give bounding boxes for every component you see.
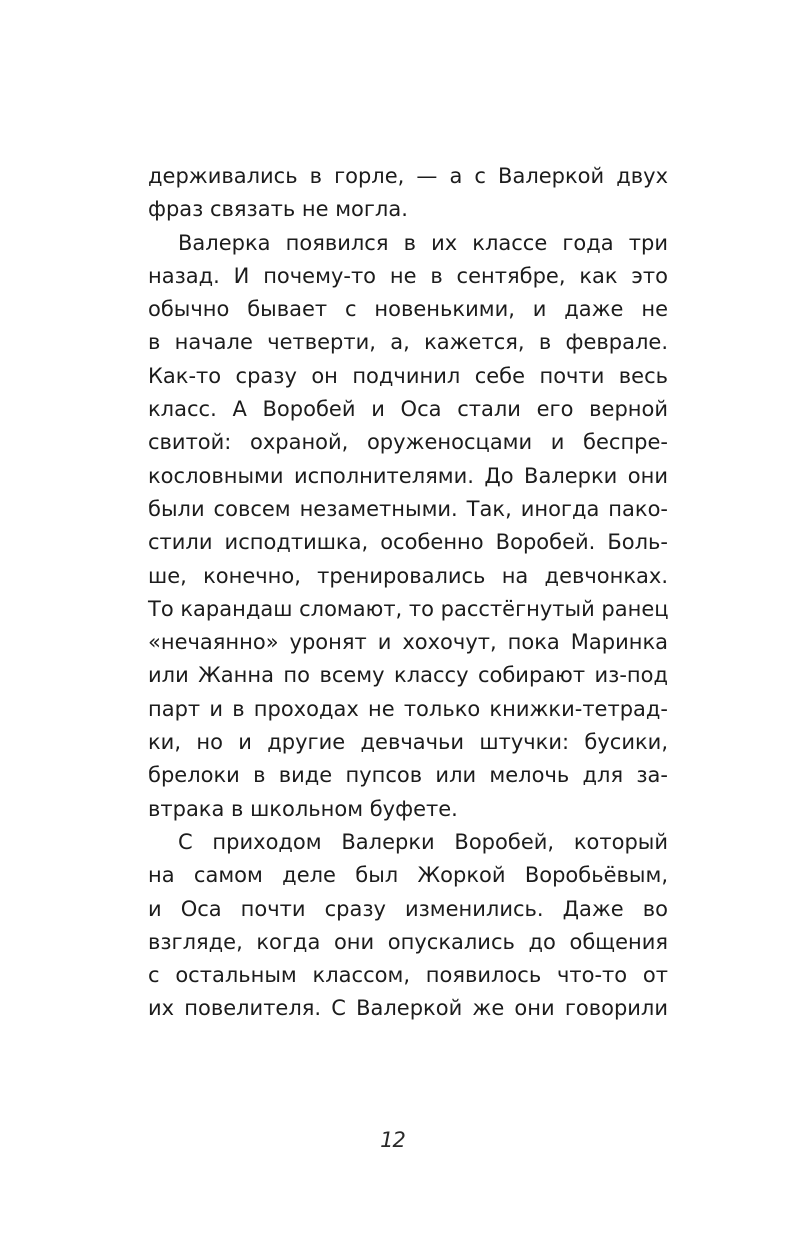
- text-line: обычно бывает с новенькими, и даже не: [148, 297, 668, 322]
- text-line: с остальным классом, появилось что-то от: [148, 963, 668, 988]
- text-line: или Жанна по всему классу собирают из-под: [148, 663, 668, 688]
- text-line: втрака в школьном буфете.: [148, 796, 458, 821]
- text-line: их повелителя. С Валеркой же они говорили: [148, 996, 668, 1021]
- text-line: То карандаш сломают, то расстёгнутый ранец: [148, 596, 669, 621]
- text-line: и Оса почти сразу изменились. Даже во: [148, 896, 668, 921]
- text-line: фраз связать не могла.: [148, 197, 408, 222]
- text-line: на самом деле был Жоркой Воробьёвым,: [148, 863, 668, 888]
- text-line: С приходом Валерки Воробей, который: [178, 829, 668, 854]
- text-line: Как-то сразу он подчинил себе почти весь: [148, 363, 668, 388]
- text-line: класс. А Воробей и Оса стали его верной: [148, 397, 668, 422]
- text-line: кословными исполнителями. До Валерки они: [148, 463, 668, 488]
- text-line: в начале четверти, а, кажется, в феврале.: [148, 330, 668, 355]
- text-line: «нечаянно» уронят и хохочут, пока Маринка: [148, 630, 668, 655]
- page-number: 12: [380, 1128, 405, 1152]
- text-line: ше, конечно, тренировались на девчонках.: [148, 563, 668, 588]
- text-line: парт и в проходах не только книжки-тетрад-: [148, 696, 668, 721]
- text-line: назад. И почему-то не в сентябре, как это: [148, 263, 668, 288]
- text-line: стили исподтишка, особенно Воробей. Боль-: [148, 530, 668, 555]
- text-line: держивались в горле, — а с Валеркой двух: [148, 164, 668, 188]
- text-line: свитой: охраной, оруженосцами и беспре-: [148, 430, 668, 455]
- body-text: [148, 160, 668, 1026]
- text-line: взгляде, когда они опускались до общения: [148, 929, 668, 954]
- text-line: ки, но и другие девчачьи штучки: бусики,: [148, 730, 668, 755]
- text-line: были совсем незаметными. Так, иногда пако-: [148, 496, 668, 521]
- text-line: Валерка появился в их классе года три: [178, 230, 668, 255]
- text-line: брелоки в виде пупсов или мелочь для за-: [148, 763, 668, 788]
